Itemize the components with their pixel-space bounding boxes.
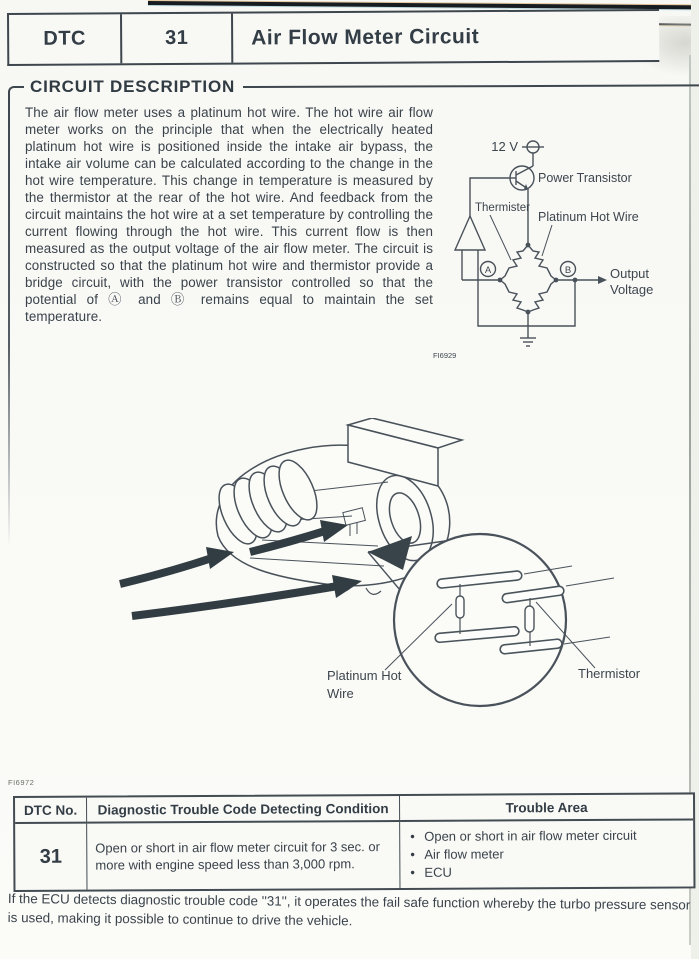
dtc-label-cell: DTC bbox=[9, 14, 122, 64]
dtc-title-cell: Air Flow Meter Circuit bbox=[251, 24, 480, 50]
thermistor-caption: Thermistor bbox=[578, 666, 641, 681]
node-b-label: B bbox=[564, 265, 572, 276]
dtc-number-cell: 31 bbox=[122, 14, 233, 64]
figure-id-fi6972: FI6972 bbox=[8, 778, 35, 787]
air-flow-meter-illustration bbox=[100, 418, 680, 763]
trouble-area-item: • Air flow meter bbox=[410, 844, 687, 863]
table-header-trouble-area: Trouble Area bbox=[400, 794, 693, 822]
platinum-hot-wire-caption-2: Wire bbox=[327, 686, 354, 701]
output-voltage-label-1: Output bbox=[610, 266, 650, 281]
power-transistor-label: Power Transistor bbox=[538, 171, 632, 185]
section-title-rule bbox=[243, 84, 699, 88]
table-header-dtc-no: DTC No. bbox=[15, 798, 87, 824]
platinum-hot-wire-caption-1: Platinum Hot bbox=[327, 668, 402, 683]
supply-voltage-label: 12 V bbox=[491, 139, 518, 154]
node-a-label: A bbox=[484, 265, 492, 276]
condition-text: Open or short in air flow meter circuit for 3 sec. or more with engine speed less than 3,000 rpm. bbox=[95, 839, 380, 873]
platinum-hot-wire-label: Platinum Hot Wire bbox=[538, 210, 639, 224]
scan-artifact-line-top bbox=[148, 1, 699, 9]
table-cell-trouble-area bbox=[400, 820, 693, 888]
trouble-area-list bbox=[410, 826, 687, 881]
fail-safe-note: If the ECU detects diagnostic trouble code ''31'', it operates the fail safe function whereby the turbo pressure sensor is used, making it possible to continue to drive the vehicle. bbox=[7, 890, 691, 929]
output-voltage-label-2: Voltage bbox=[610, 282, 654, 297]
table-header-condition: Diagnostic Trouble Code Detecting Condition bbox=[87, 796, 400, 824]
section-bracket-corner bbox=[8, 86, 24, 102]
table-cell-condition bbox=[87, 822, 400, 890]
figure-id-fi6929: FI6929 bbox=[433, 351, 457, 360]
table-cell-dtc: 31 bbox=[15, 824, 87, 890]
trouble-area-item: • Open or short in air flow meter circuit bbox=[410, 826, 687, 845]
dtc-header-box bbox=[7, 9, 659, 66]
section-title: CIRCUIT DESCRIPTION bbox=[30, 77, 236, 96]
trouble-area-item: • ECU bbox=[410, 862, 687, 881]
diagnostic-table bbox=[13, 792, 695, 892]
circuit-description-text: The air flow meter uses a platinum hot wire. The hot wire air flow meter works on the principle that when the electrically heated platinum hot wire is positioned inside the intake air bypass, the intake air volume can be calculated according to the change in the hot wire temperature. This change in temperature is measured by the thermistor at the rear of the hot wire. And feedback from the circuit maintains the hot wire at a set temperature by controlling the current flowing through the hot wire. This current flow is then measured as the output voltage of the air flow meter. The circuit is constructed so that the platinum hot wire and thermistor provide a bridge circuit, with the power transistor controlled so that the potential of Ⓐ and Ⓑ remains equal to maintain the set temperature. bbox=[25, 105, 433, 324]
bridge-circuit-diagram bbox=[430, 130, 675, 365]
section-bracket-line bbox=[8, 98, 10, 546]
thermister-label: Thermister bbox=[475, 202, 530, 214]
